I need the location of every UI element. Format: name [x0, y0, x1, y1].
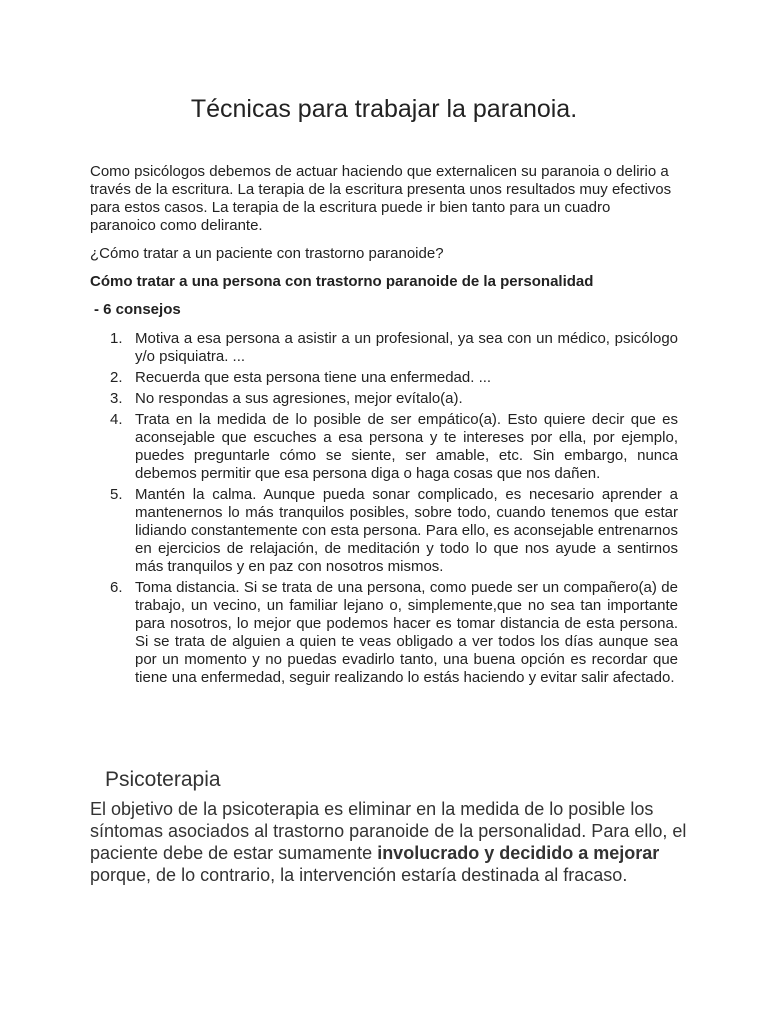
psicoterapia-text-bold: involucrado y decidido a mejorar: [377, 843, 660, 863]
list-item-text: Recuerda que esta persona tiene una enfermedad. ...: [135, 369, 492, 386]
tips-subheading: - 6 consejos: [94, 301, 181, 318]
section-heading: Cómo tratar a una persona con trastorno paranoide de la personalidad: [90, 273, 594, 290]
list-item: [90, 330, 678, 366]
list-item-text: No respondas a sus agresiones, mejor evítalo(a).: [135, 390, 463, 407]
list-item-number: 3.: [110, 390, 123, 407]
list-item-number: 5.: [110, 486, 123, 503]
list-item: [90, 390, 678, 408]
tips-list: [90, 330, 678, 690]
list-item-number: 2.: [110, 369, 123, 386]
list-item: [90, 579, 678, 687]
list-item-text: Trata en la medida de lo posible de ser empático(a). Esto quiere decir que es aconsejable que escuches a esa persona y te intereses por ella, por ejemplo, puedes preguntarle cómo se siente, ser amable, etc. Sin embargo, nunca debemos permitir que esa persona diga o haga cosas que nos dañen.: [135, 411, 678, 482]
list-item-number: 4.: [110, 411, 123, 428]
list-item-text: Mantén la calma. Aunque pueda sonar complicado, es necesario aprender a mantenernos lo más tranquilos posibles, sobre todo, cuando tenemos que estar lidiando constantemente con esta persona. Para ello, es aconsejable entrenarnos en ejercicios de relajación, de meditación y todo lo que nos ayude a sentirnos más tranquilos y en paz con nosotros mismos.: [135, 486, 678, 575]
psicoterapia-text-end: porque, de lo contrario, la intervención estaría destinada al fracaso.: [90, 865, 628, 885]
list-item-text: Toma distancia. Si se trata de una persona, como puede ser un compañero(a) de trabajo, un vecino, un familiar lejano o, simplemente,que no sea tan importante para nosotros, lo mejor que podemos hacer es tomar distancia de esta persona. Si se trata de alguien a quien te veas obligado a ver todos los días aunque sea por un momento y no puedas evadirlo tanto, una buena opción es recordar que tiene una enfermedad, seguir realizando lo estás haciendo y evitar salir afectado.: [135, 579, 678, 686]
intro-paragraph: Como psicólogos debemos de actuar haciendo que externalicen su paranoia o delirio a través de la escritura. La terapia de la escritura presenta unos resultados muy efectivos para estos casos. La terapia de la escritura puede ir bien tanto para un cuadro paranoico como delirante.: [90, 163, 672, 234]
psicoterapia-text-start: El objetivo de la psicoterapia es eliminar en la medida de lo posible los síntomas asociados al trastorno paranoide de la personalidad. Para ello, el paciente debe de estar sumamente: [90, 799, 687, 863]
list-item-number: 1.: [110, 330, 123, 347]
question-line: ¿Cómo tratar a un paciente con trastorno paranoide?: [90, 245, 444, 262]
list-item: [90, 486, 678, 576]
document-title: Técnicas para trabajar la paranoia.: [190, 95, 578, 123]
list-item: [90, 369, 678, 387]
list-item-number: 6.: [110, 579, 123, 596]
psicoterapia-heading: Psicoterapia: [105, 768, 221, 791]
psicoterapia-paragraph: [90, 798, 690, 886]
list-item-text: Motiva a esa persona a asistir a un profesional, ya sea con un médico, psicólogo y/o psiquiatra. ...: [135, 330, 678, 365]
list-item: [90, 411, 678, 483]
